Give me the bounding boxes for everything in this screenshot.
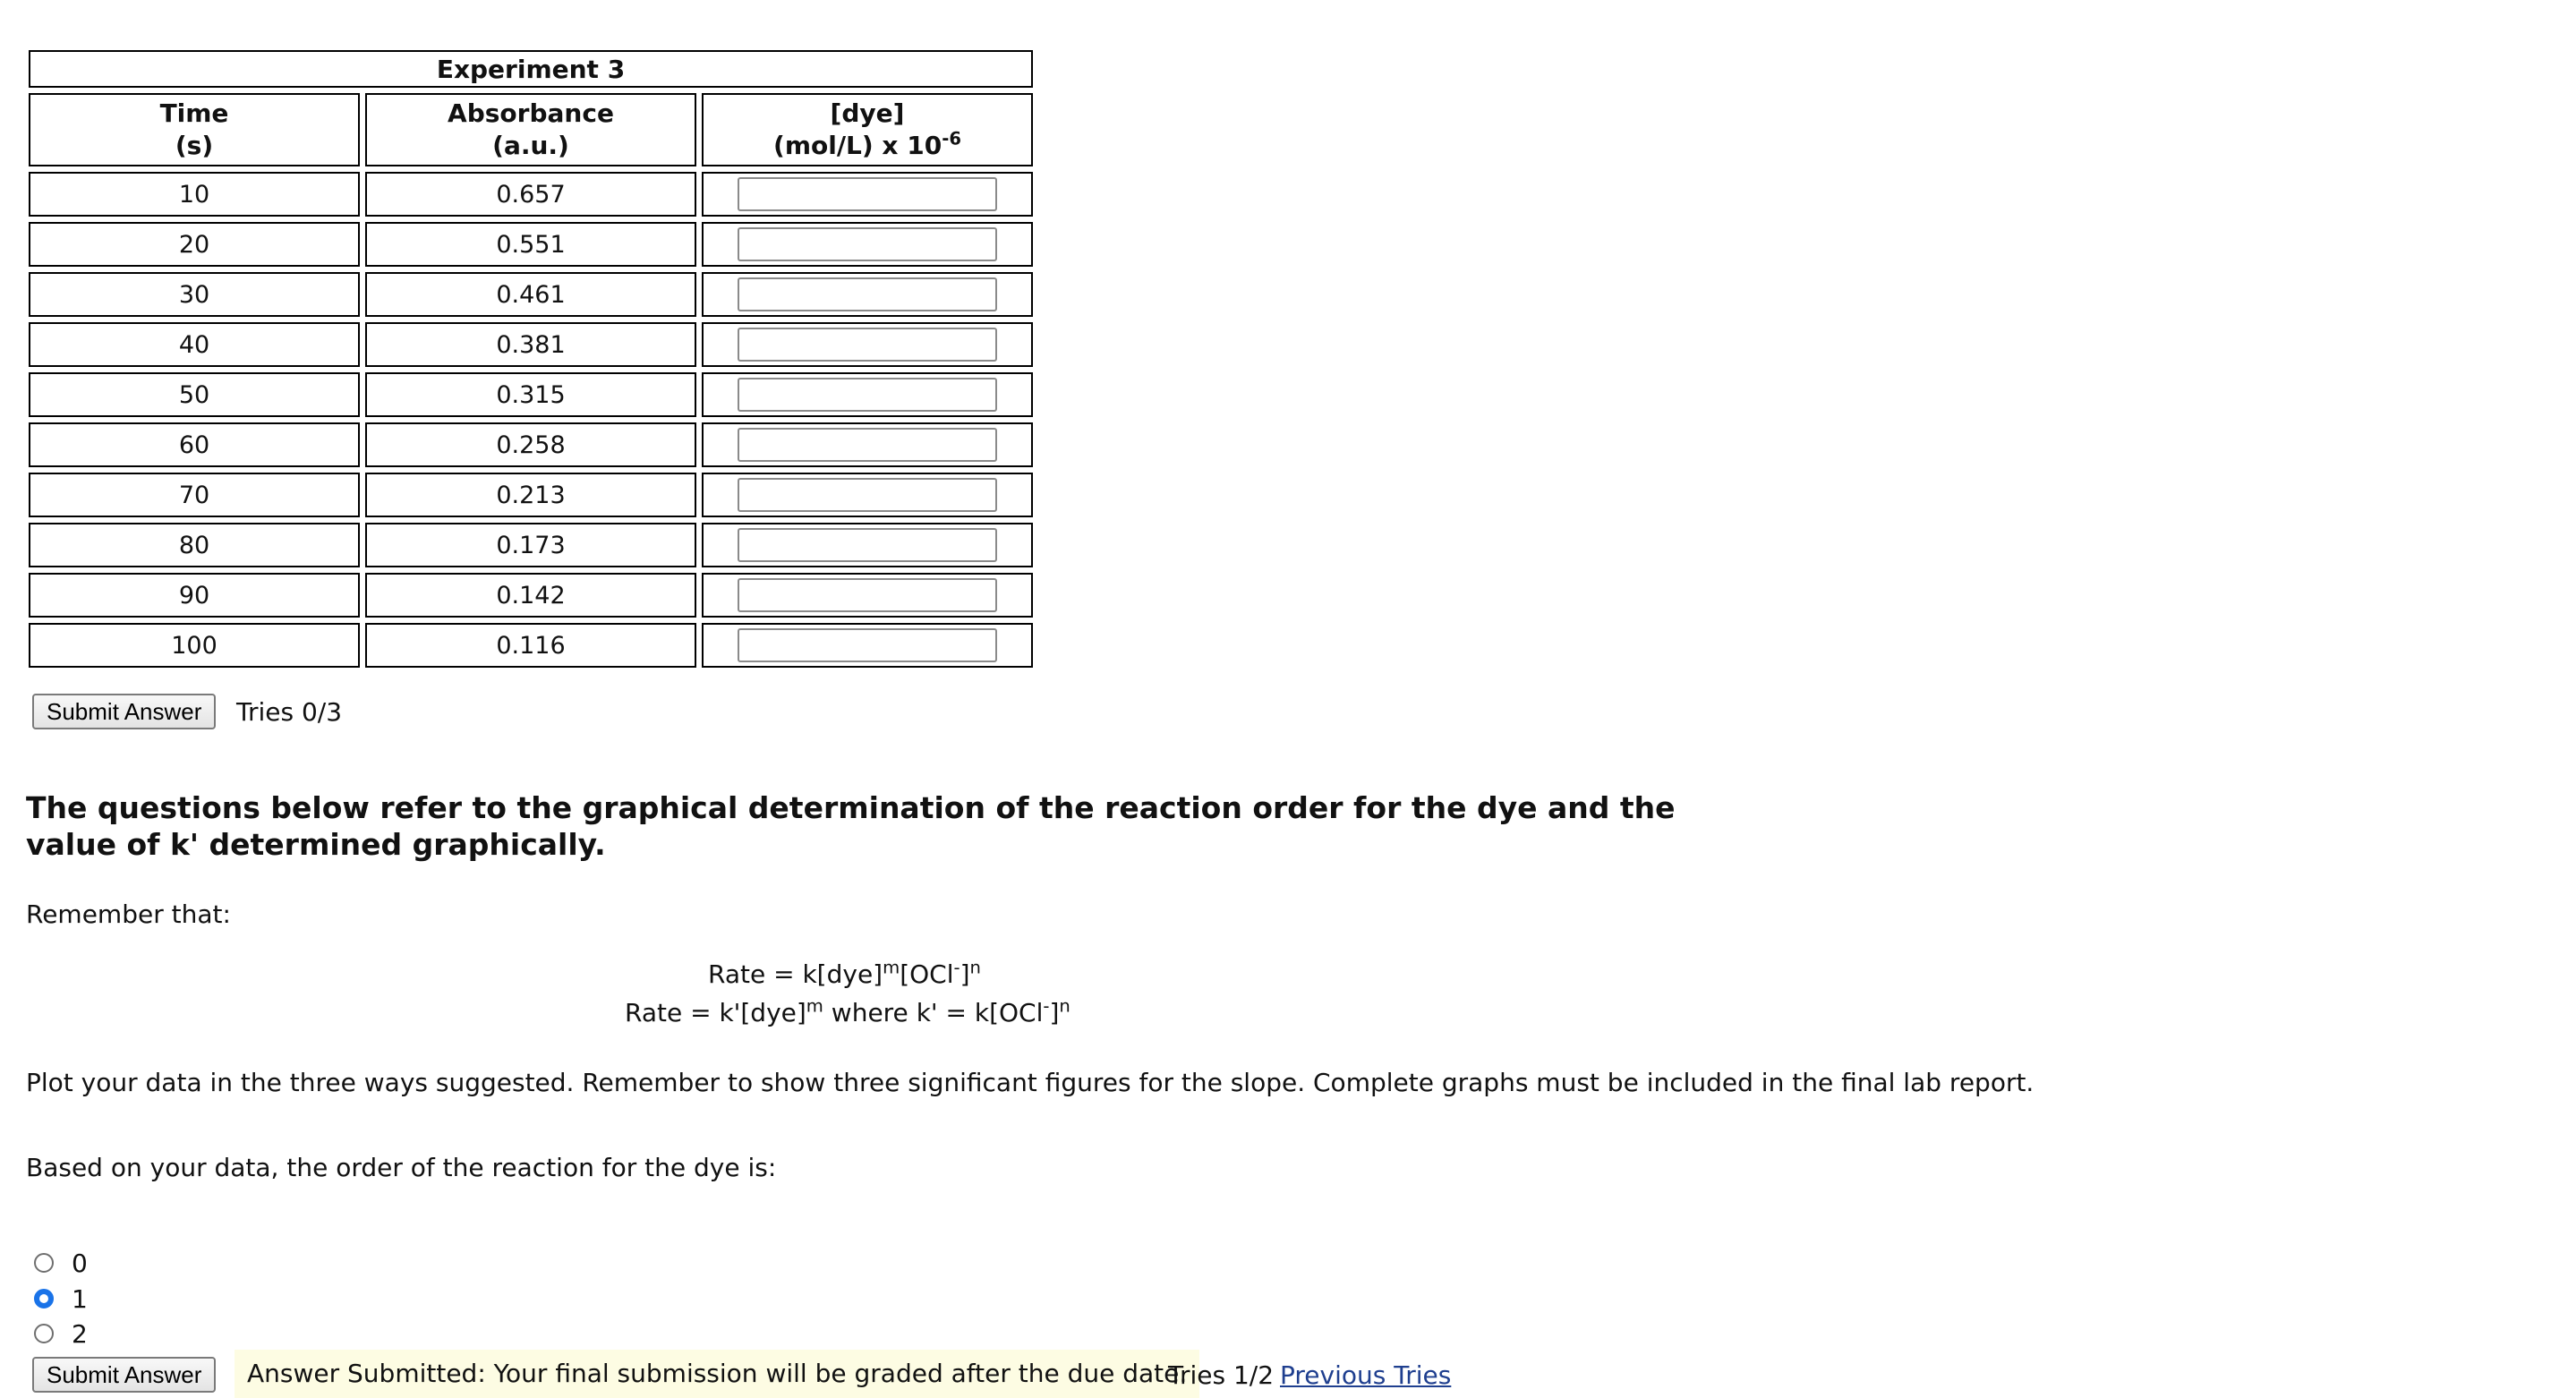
eq2-close: ] bbox=[1049, 998, 1060, 1027]
submit-table-button[interactable]: Submit Answer bbox=[32, 694, 216, 729]
submission-notice bbox=[235, 1350, 1199, 1398]
absorbance-cell: 0.657 bbox=[365, 172, 696, 217]
absorbance-cell: 0.173 bbox=[365, 523, 696, 567]
time-cell: 40 bbox=[29, 322, 360, 367]
dye-concentration-input[interactable] bbox=[738, 428, 997, 462]
time-cell: 20 bbox=[29, 222, 360, 267]
dye-concentration-input[interactable] bbox=[738, 328, 997, 362]
table-tries-count: Tries 0/3 bbox=[236, 697, 343, 727]
dye-concentration-input[interactable] bbox=[738, 628, 997, 662]
remember-text: Remember that: bbox=[26, 899, 231, 929]
previous-tries-link[interactable]: Previous Tries bbox=[1280, 1360, 1452, 1390]
time-cell: 80 bbox=[29, 523, 360, 567]
eq1-exp-n: n bbox=[969, 957, 981, 978]
absorbance-cell: 0.381 bbox=[365, 322, 696, 367]
header-time-label: Time bbox=[159, 98, 229, 128]
eq1-close: ] bbox=[960, 959, 970, 989]
eq2-exp-n: n bbox=[1059, 995, 1070, 1017]
eq1-charge: - bbox=[953, 957, 960, 978]
radio-button[interactable] bbox=[34, 1289, 54, 1308]
radio-button[interactable] bbox=[34, 1253, 54, 1273]
rate-equation-2 bbox=[625, 995, 1070, 1027]
header-dye-unit: (mol/L) x 10 bbox=[773, 131, 943, 160]
table-row bbox=[29, 272, 1033, 317]
table-row bbox=[29, 573, 1033, 618]
dye-concentration-input[interactable] bbox=[738, 277, 997, 311]
table-row bbox=[29, 623, 1033, 668]
time-cell: 70 bbox=[29, 473, 360, 517]
dye-concentration-input[interactable] bbox=[738, 378, 997, 412]
order-option-0[interactable] bbox=[34, 1246, 88, 1280]
time-cell: 60 bbox=[29, 422, 360, 467]
dye-concentration-cell bbox=[702, 422, 1033, 467]
order-question: Based on your data, the order of the reaction for the dye is: bbox=[26, 1153, 777, 1182]
dye-concentration-input[interactable] bbox=[738, 528, 997, 562]
radio-label: 0 bbox=[72, 1248, 88, 1278]
time-cell: 100 bbox=[29, 623, 360, 668]
header-time-unit: (s) bbox=[175, 131, 214, 160]
eq1-mid: [OCl bbox=[900, 959, 954, 989]
radio-label: 2 bbox=[72, 1318, 88, 1349]
dye-concentration-cell bbox=[702, 523, 1033, 567]
absorbance-cell: 0.461 bbox=[365, 272, 696, 317]
dye-concentration-cell bbox=[702, 473, 1033, 517]
time-cell: 50 bbox=[29, 372, 360, 417]
header-absorbance-unit: (a.u.) bbox=[492, 131, 569, 160]
eq1-lhs: Rate = k[dye] bbox=[708, 959, 883, 989]
dye-concentration-input[interactable] bbox=[738, 578, 997, 612]
eq2-charge: - bbox=[1043, 995, 1050, 1017]
absorbance-cell: 0.142 bbox=[365, 573, 696, 618]
time-cell: 90 bbox=[29, 573, 360, 618]
dye-concentration-cell bbox=[702, 172, 1033, 217]
absorbance-cell: 0.213 bbox=[365, 473, 696, 517]
header-dye-label: [dye] bbox=[830, 98, 905, 128]
absorbance-cell: 0.116 bbox=[365, 623, 696, 668]
dye-concentration-cell bbox=[702, 272, 1033, 317]
dye-concentration-cell bbox=[702, 322, 1033, 367]
radio-button[interactable] bbox=[34, 1324, 54, 1343]
experiment-table bbox=[23, 45, 1038, 673]
header-dye-exponent: -6 bbox=[942, 128, 961, 149]
table-row bbox=[29, 422, 1033, 467]
header-absorbance-label: Absorbance bbox=[448, 98, 614, 128]
order-option-2[interactable] bbox=[34, 1317, 88, 1351]
header-absorbance bbox=[365, 93, 696, 166]
table-caption: Experiment 3 bbox=[29, 50, 1033, 88]
instructions-text: Plot your data in the three ways suggested. Remember to show three significant figures for the slope. Complete graphs must be included in the final lab report. bbox=[26, 1068, 2034, 1097]
header-time bbox=[29, 93, 360, 166]
dye-concentration-cell bbox=[702, 573, 1033, 618]
absorbance-cell: 0.551 bbox=[365, 222, 696, 267]
submit-order-button[interactable]: Submit Answer bbox=[32, 1357, 216, 1393]
table-row bbox=[29, 322, 1033, 367]
absorbance-cell: 0.315 bbox=[365, 372, 696, 417]
submission-notice-text: Answer Submitted: Your final submission will be graded after the due date. bbox=[247, 1359, 1188, 1388]
table-row bbox=[29, 222, 1033, 267]
dye-concentration-input[interactable] bbox=[738, 227, 997, 261]
dye-concentration-input[interactable] bbox=[738, 177, 997, 211]
header-dye bbox=[702, 93, 1033, 166]
section-heading: The questions below refer to the graphical determination of the reaction order for the dye and the value of k' determined graphically. bbox=[26, 790, 1676, 862]
dye-concentration-cell bbox=[702, 222, 1033, 267]
dye-concentration-cell bbox=[702, 623, 1033, 668]
order-option-1[interactable] bbox=[34, 1282, 88, 1316]
dye-concentration-input[interactable] bbox=[738, 478, 997, 512]
eq2-exp-m: m bbox=[806, 995, 823, 1017]
table-row bbox=[29, 473, 1033, 517]
rate-equation-1 bbox=[708, 959, 981, 989]
absorbance-cell: 0.258 bbox=[365, 422, 696, 467]
eq2-lhs: Rate = k'[dye] bbox=[625, 998, 806, 1027]
table-row bbox=[29, 372, 1033, 417]
table-row bbox=[29, 172, 1033, 217]
time-cell: 30 bbox=[29, 272, 360, 317]
order-tries-count: Tries 1/2 bbox=[1168, 1360, 1275, 1390]
experiment-table-container bbox=[29, 50, 1033, 668]
dye-concentration-cell bbox=[702, 372, 1033, 417]
time-cell: 10 bbox=[29, 172, 360, 217]
table-row bbox=[29, 523, 1033, 567]
eq1-exp-m: m bbox=[883, 957, 900, 978]
eq2-mid: where k' = k[OCl bbox=[823, 998, 1044, 1027]
radio-label: 1 bbox=[72, 1283, 88, 1314]
